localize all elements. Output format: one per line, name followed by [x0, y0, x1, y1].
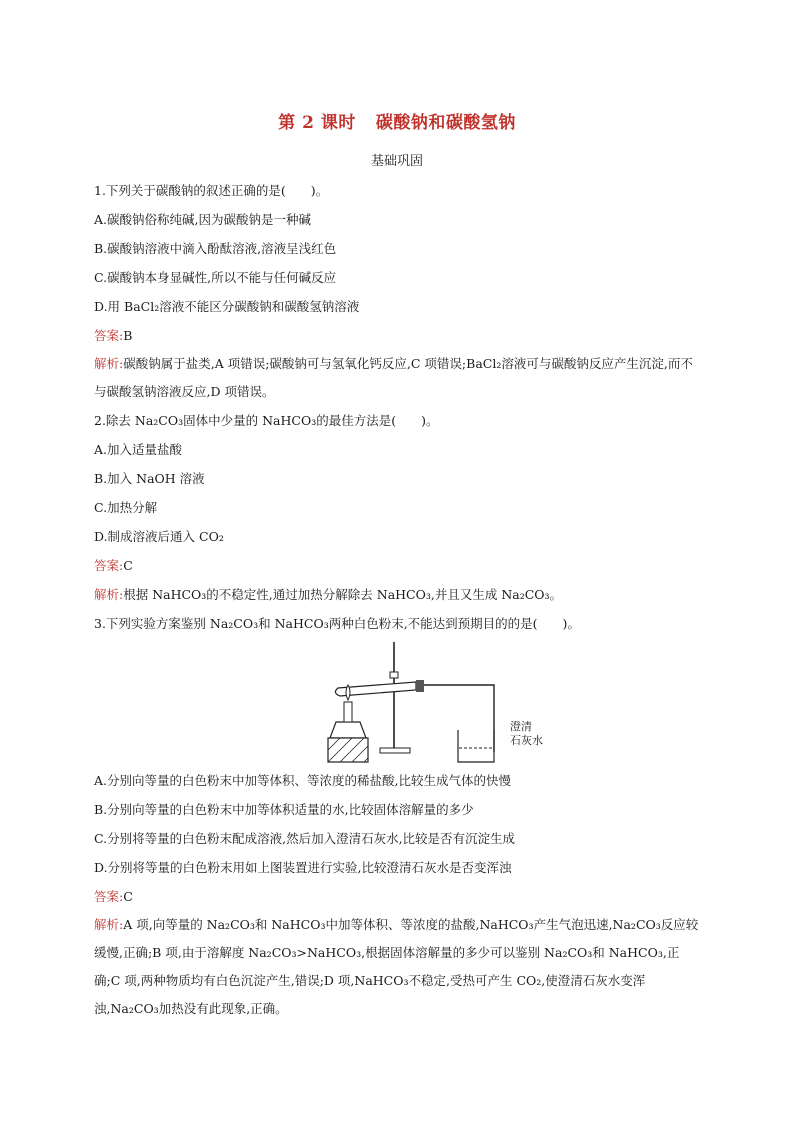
- lamp-body: [330, 722, 366, 738]
- option-a: A.碳酸钠俗称纯碱,因为碳酸钠是一种碱: [94, 212, 311, 227]
- option-b: B.加入 NaOH 溶液: [94, 471, 205, 486]
- answer-line: [94, 551, 704, 580]
- analysis-label: 解析:: [94, 917, 124, 932]
- delivery-tube: [424, 685, 494, 752]
- analysis-paragraph: [94, 350, 704, 406]
- answer-label: 答案:: [94, 889, 124, 904]
- answer-value: B: [123, 328, 133, 343]
- section-heading: 基础巩固: [370, 154, 423, 169]
- option-c: C.分别将等量的白色粉末配成溶液,然后加入澄清石灰水,比较是否有沉淀生成: [94, 831, 516, 846]
- analysis-text: A 项,向等量的 Na₂CO₃和 NaHCO₃中加等体积、等浓度的盐酸,NaHCO₃产生气泡迅速,Na₂CO₃反应较缓慢,正确;B 项,由于溶解度 Na₂CO₃>NaHCO₃,根据固体溶解量的多少可以鉴别 Na₂CO₃和 NaHCO₃,正确;C 项,两种物质均有白色沉淀产生,错误;D 项,NaHCO₃不稳定,受热可产生 CO₂,使澄清石灰水变浑浊,Na₂CO₃加热没有此现象,正确。: [94, 917, 699, 1016]
- lamp-neck: [344, 702, 352, 722]
- figure-label-line1: 澄清: [510, 720, 532, 733]
- analysis-text: 根据 NaHCO₃的不稳定性,通过加热分解除去 NaHCO₃,并且又生成 Na₂CO₃。: [123, 587, 563, 602]
- answer-line: [94, 882, 704, 911]
- question-list: [94, 176, 704, 1023]
- option-a: A.分别向等量的白色粉末中加等体积、等浓度的稀盐酸,比较生成气体的快慢: [94, 773, 511, 788]
- analysis-label: 解析:: [94, 587, 124, 602]
- stopper: [416, 680, 424, 692]
- answer-label: 答案:: [94, 328, 124, 343]
- apparatus-figure: [94, 640, 704, 766]
- option-d: D.制成溶液后通入 CO₂: [94, 529, 224, 544]
- question-stem: 2.除去 Na₂CO₃固体中少量的 NaHCO₃的最佳方法是( )。: [94, 413, 439, 428]
- answer-line: [94, 321, 704, 350]
- answer-label: 答案:: [94, 558, 124, 573]
- option-b: B.分别向等量的白色粉末中加等体积适量的水,比较固体溶解量的多少: [94, 802, 474, 817]
- option-c: C.碳酸钠本身显碱性,所以不能与任何碱反应: [94, 270, 337, 285]
- stand-base: [380, 748, 410, 753]
- lesson-topic: 碳酸钠和碳酸氢钠: [375, 113, 516, 133]
- option-c: C.加热分解: [94, 500, 158, 515]
- option-a: A.加入适量盐酸: [94, 442, 183, 457]
- answer-value: C: [123, 558, 133, 573]
- question-stem: 3.下列实验方案鉴别 Na₂CO₃和 NaHCO₃两种白色粉末,不能达到预期目的的是( )。: [94, 616, 580, 631]
- option-b: B.碳酸钠溶液中滴入酚酞溶液,溶液呈浅红色: [94, 241, 337, 256]
- beaker: [458, 730, 494, 762]
- lesson-number: 第 2 课时: [278, 113, 356, 133]
- option-d: D.分别将等量的白色粉末用如上图装置进行实验,比较澄清石灰水是否变浑浊: [94, 860, 512, 875]
- option-d: D.用 BaCl₂溶液不能区分碳酸钠和碳酸氢钠溶液: [94, 299, 360, 314]
- analysis-text: 碳酸钠属于盐类,A 项错误;碳酸钠可与氢氧化钙反应,C 项错误;BaCl₂溶液可与碳酸钠反应产生沉淀,而不与碳酸氢钠溶液反应,D 项错误。: [94, 356, 693, 399]
- question-stem: 1.下列关于碳酸钠的叙述正确的是( )。: [94, 183, 329, 198]
- figure-label: [510, 720, 543, 748]
- page-title: [0, 108, 794, 133]
- lamp-flame: [346, 685, 350, 700]
- analysis-paragraph: [94, 911, 704, 1023]
- heating-apparatus-diagram: [318, 640, 498, 764]
- answer-value: C: [123, 889, 133, 904]
- figure-label-line2: 石灰水: [510, 734, 543, 747]
- clamp: [390, 672, 398, 678]
- analysis-paragraph: [94, 580, 704, 609]
- analysis-label: 解析:: [94, 356, 124, 371]
